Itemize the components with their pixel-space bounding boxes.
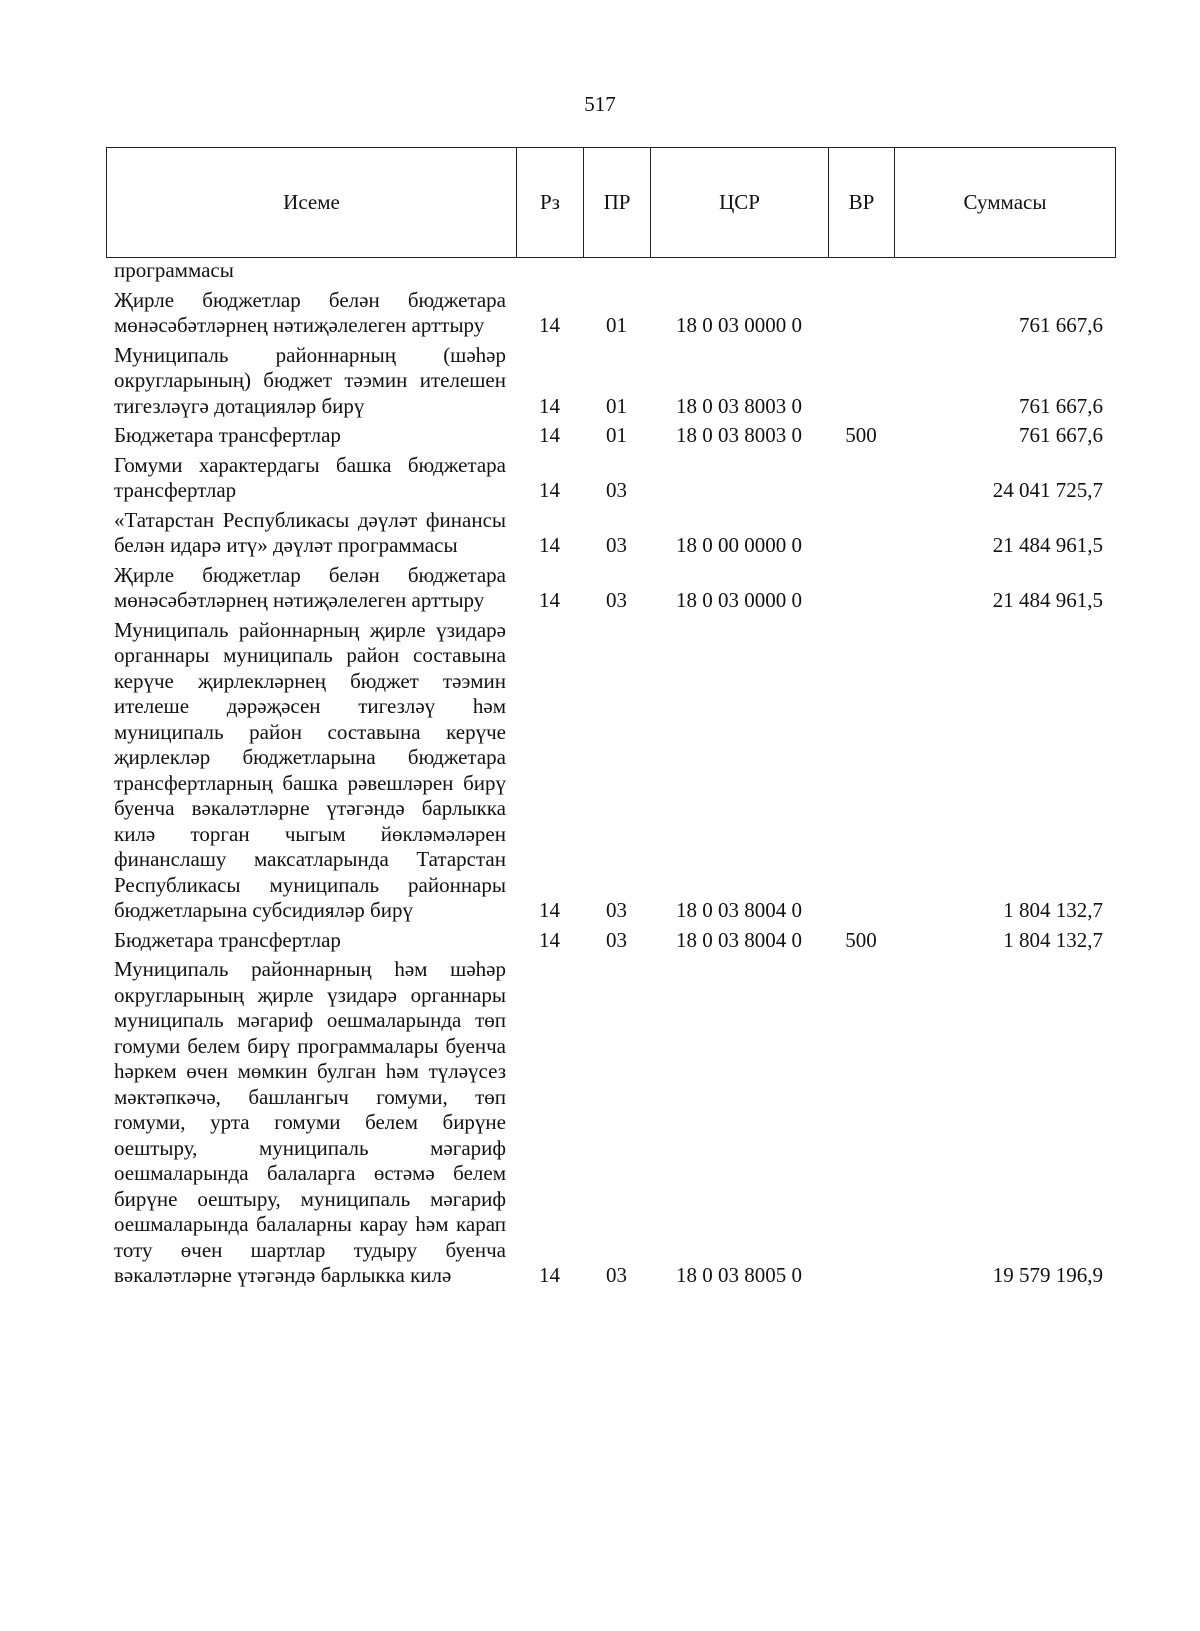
table-row	[106, 614, 1115, 924]
row-pr: 03	[606, 927, 627, 952]
row-sum: 19 579 196,9	[992, 1263, 1103, 1287]
row-rz: 14	[539, 533, 560, 557]
row-rz: 14	[539, 423, 560, 447]
row-csr: 18 0 03 8005 0	[676, 1263, 802, 1287]
row-sum: 24 041 725,7	[992, 478, 1103, 502]
row-name: Муниципаль районнарның һәм шәһәр округларының җирле үзидарә органнары муниципаль мәгариф оешмаларында төп гомуми белем бирү программалары буенча һәркем өчен мөмкин булган һәм түләүсез мәктәпкәчә, башлангыч гомуми, төп гомуми, урта гомуми белем бирүне оештыру, муниципаль мәгариф оешмаларында балаларга өстәмә белем бирүне оештыру, муниципаль мәгариф оешмаларында балаларны карау һәм карап тоту өчен шартлар тудыру буенча вәкаләтләрне үтәгәндә барлыкка килә	[114, 957, 506, 1287]
row-rz: 14	[539, 1263, 560, 1287]
row-sum: 21 484 961,5	[992, 588, 1103, 612]
row-vr	[828, 559, 894, 614]
table-row	[106, 504, 1115, 559]
row-name: программасы	[114, 258, 234, 282]
row-rz: 14	[539, 898, 560, 922]
table-row	[106, 339, 1115, 420]
row-name: Муниципаль районнарның җирле үзидарә органнары муниципаль район составына керүче җирлекләрнең бюджет тәэмин ителеше дәрәҗәсен тигезләү һәм муниципаль район составына керүче җирлекләр бюджетларына бюджетара трансфертларның башка рәвешләрен бирү буенча вәкаләтләрне үтәгәндә барлыкка килә торган чыгым йөкләмәләрен финанслашу максатларында Татарстан Республикасы муниципаль районнары бюджетларына субсидияләр бирү	[114, 617, 506, 922]
row-csr	[650, 258, 828, 284]
row-name: Җирле бюджетлар белән бюджетара мөнәсәбәтләрнең нәтиҗәлелеген арттыру	[114, 287, 506, 337]
header-pr: ПР	[584, 148, 651, 258]
row-vr	[828, 258, 894, 284]
row-rz: 14	[539, 313, 560, 337]
row-vr	[828, 449, 894, 504]
row-pr: 01	[606, 393, 627, 418]
table-row	[106, 953, 1115, 1289]
row-pr: 01	[606, 313, 627, 337]
row-vr	[828, 614, 894, 924]
row-sum: 761 667,6	[1019, 423, 1103, 447]
row-rz: 14	[539, 478, 560, 502]
row-rz: 14	[539, 393, 560, 418]
row-sum: 1 804 132,7	[1003, 898, 1103, 922]
row-csr: 18 0 03 8003 0	[676, 393, 802, 418]
row-name: «Татарстан Республикасы дәүләт финансы белән идарә итү» дәүләт программасы	[114, 507, 506, 557]
row-vr	[828, 339, 894, 420]
row-csr: 18 0 00 0000 0	[676, 533, 802, 557]
row-rz: 14	[539, 927, 560, 952]
row-pr	[583, 258, 650, 284]
table-row	[106, 924, 1115, 954]
row-rz	[516, 258, 583, 284]
row-vr	[828, 953, 894, 1289]
budget-table	[106, 258, 1115, 1289]
row-csr: 18 0 03 8003 0	[676, 423, 802, 447]
row-vr	[828, 504, 894, 559]
table-row	[106, 419, 1115, 449]
row-name: Гомуми характердагы башка бюджетара трансфертлар	[114, 452, 506, 502]
page-number: 517	[584, 92, 616, 116]
row-pr: 03	[606, 478, 627, 502]
row-csr: 18 0 03 8004 0	[676, 927, 802, 952]
row-csr: 18 0 03 8004 0	[676, 898, 802, 922]
row-sum: 1 804 132,7	[1003, 927, 1103, 952]
row-vr	[828, 284, 894, 339]
row-pr: 01	[606, 423, 627, 447]
table-header	[106, 147, 1116, 258]
header-name: Исеме	[107, 148, 517, 258]
header-csr: ЦСР	[651, 148, 829, 258]
row-vr: 500	[845, 927, 877, 952]
row-name: Бюджетара трансфертлар	[114, 927, 341, 952]
table-row	[106, 559, 1115, 614]
row-csr: 18 0 03 0000 0	[676, 313, 802, 337]
header-vr: ВР	[829, 148, 895, 258]
row-pr: 03	[606, 898, 627, 922]
row-csr	[650, 449, 828, 504]
header-sum: Суммасы	[895, 148, 1116, 258]
row-sum: 21 484 961,5	[992, 533, 1103, 557]
row-name: Җирле бюджетлар белән бюджетара мөнәсәбәтләрнең нәтиҗәлелеген арттыру	[114, 562, 506, 612]
row-sum	[894, 258, 1115, 284]
row-name: Муниципаль районнарның (шәһәр округларының) бюджет тәэмин ителешен тигезләүгә дотацияләр бирү	[114, 342, 506, 418]
table-row	[106, 258, 1115, 284]
table-row	[106, 449, 1115, 504]
row-csr: 18 0 03 0000 0	[676, 588, 802, 612]
row-pr: 03	[606, 1263, 627, 1287]
row-sum: 761 667,6	[1019, 393, 1103, 418]
table-row	[106, 284, 1115, 339]
row-name: Бюджетара трансфертлар	[114, 423, 341, 447]
row-pr: 03	[606, 588, 627, 612]
row-rz: 14	[539, 588, 560, 612]
row-sum: 761 667,6	[1019, 313, 1103, 337]
row-pr: 03	[606, 533, 627, 557]
header-rz: Рз	[517, 148, 584, 258]
row-vr: 500	[845, 423, 877, 447]
